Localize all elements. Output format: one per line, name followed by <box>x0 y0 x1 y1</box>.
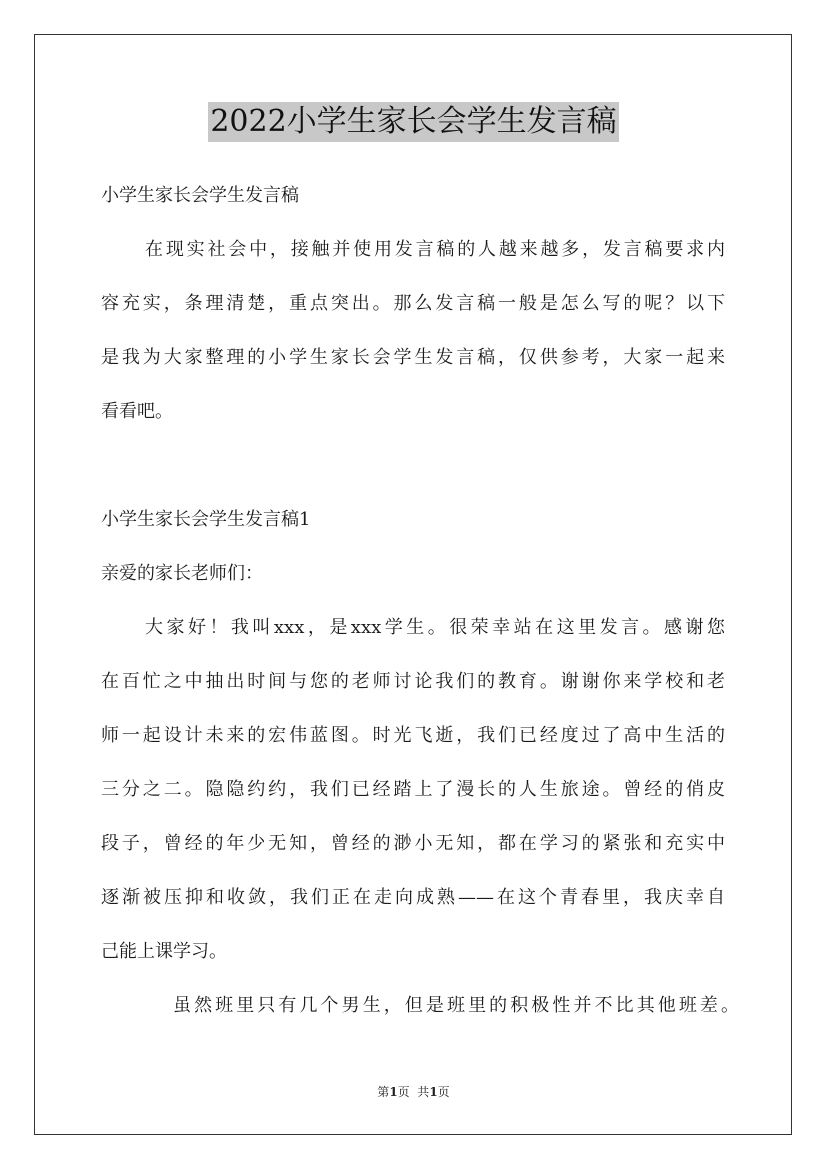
body-line-7: 己能上课学习。 <box>101 941 227 962</box>
footer-suffix: 页 <box>437 1085 450 1099</box>
greeting: 亲爱的家长老师们： <box>101 563 263 584</box>
body-line-5: 段子，曾经的年少无知，曾经的渺小无知，都在学习的紧张和充实中 <box>101 833 725 854</box>
footer-prefix: 第 <box>377 1085 390 1099</box>
footer-middle: 页 共 <box>397 1085 430 1099</box>
body-line-6: 逐渐被压抑和收敛，我们正在走向成熟——在这个青春里，我庆幸自 <box>101 887 725 908</box>
last-line: 虽然班里只有几个男生，但是班里的积极性并不比其他班差。 <box>173 995 739 1016</box>
intro-line-4: 看看吧。 <box>101 401 173 422</box>
title-container <box>0 102 827 142</box>
document-subtitle: 小学生家长会学生发言稿 <box>101 185 299 206</box>
section-heading: 小学生家长会学生发言稿1 <box>101 509 311 530</box>
page-footer <box>0 1084 827 1100</box>
intro-line-1: 在现实社会中，接触并使用发言稿的人越来越多，发言稿要求内 <box>145 239 725 260</box>
intro-line-2: 容充实，条理清楚，重点突出。那么发言稿一般是怎么写的呢？以下 <box>101 293 725 314</box>
body-line-4: 三分之二。隐隐约约，我们已经踏上了漫长的人生旅途。曾经的俏皮 <box>101 779 725 800</box>
intro-line-3: 是我为大家整理的小学生家长会学生发言稿，仅供参考，大家一起来 <box>101 347 725 368</box>
footer-total-pages: 1 <box>429 1085 438 1099</box>
body-line-1: 大家好！我叫xxx，是xxx学生。很荣幸站在这里发言。感谢您 <box>145 617 725 638</box>
body-line-2: 在百忙之中抽出时间与您的老师讨论我们的教育。谢谢你来学校和老 <box>101 671 725 692</box>
document-title: 2022小学生家长会学生发言稿 <box>208 102 618 142</box>
body-line-3: 师一起设计未来的宏伟蓝图。时光飞逝，我们已经度过了高中生活的 <box>101 725 725 746</box>
footer-page-number: 1 <box>389 1085 398 1099</box>
